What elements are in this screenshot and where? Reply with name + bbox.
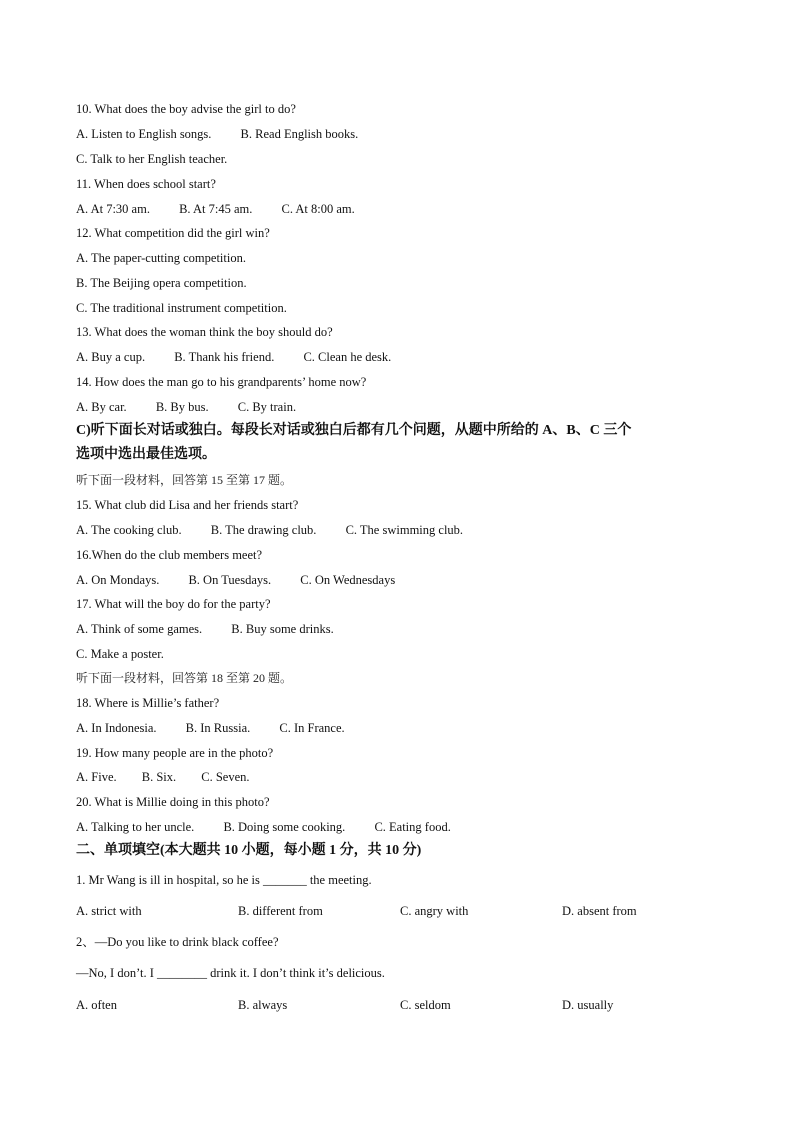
options-10a: [76, 126, 358, 142]
option-a: A. At 7:30 am.: [76, 202, 150, 216]
option-b: B. always: [238, 998, 288, 1012]
option-c: C. Talk to her English teacher.: [76, 152, 228, 166]
options-14: [76, 399, 296, 415]
option-b: B. The Beijing opera competition.: [76, 276, 247, 290]
option-d: D. absent from: [562, 904, 637, 918]
question-16: 16.When do the club members meet?: [76, 548, 263, 562]
option-b: B. Six.: [141, 770, 177, 784]
option-b: B. The drawing club.: [210, 523, 317, 537]
question-13: 13. What does the woman think the boy should do?: [76, 325, 333, 339]
section-c-instruction: C)听下面长对话或独白。每段长对话或独白后都有几个问题，从题中所给的 A、B、C 三个: [76, 423, 632, 438]
option-b: B. Doing some cooking.: [223, 820, 346, 834]
option-a: A. often: [76, 998, 117, 1012]
option-b: B. Thank his friend.: [174, 350, 275, 364]
option-b: B. At 7:45 am.: [179, 202, 253, 216]
question-11: 11. When does school start?: [76, 177, 216, 191]
option-a: A. Five.: [76, 770, 117, 784]
option-c: C. seldom: [400, 998, 451, 1012]
option-c: C. The swimming club.: [345, 523, 464, 537]
option-a: A. On Mondays.: [76, 573, 160, 587]
option-a: A. Think of some games.: [76, 622, 203, 636]
option-b: B. Read English books.: [240, 127, 359, 141]
options-13: [76, 349, 391, 365]
question-2: 2、—Do you like to drink black coffee?: [76, 935, 279, 949]
option-b: B. different from: [238, 904, 323, 918]
question-12: 12. What competition did the girl win?: [76, 226, 270, 240]
options-20: [76, 819, 451, 835]
options-11: [76, 201, 355, 217]
option-c: C. By train.: [237, 400, 297, 414]
option-c: C. The traditional instrument competition.: [76, 301, 287, 315]
question-20: 20. What is Millie doing in this photo?: [76, 795, 270, 809]
question-1: 1. Mr Wang is ill in hospital, so he is _______ the meeting.: [76, 873, 372, 887]
option-a: A. The paper-cutting competition.: [76, 251, 246, 265]
material-note: 听下面一段材料，回答第 18 至第 20 题。: [76, 671, 293, 685]
option-a: A. Listen to English songs.: [76, 127, 212, 141]
option-a: A. By car.: [76, 400, 127, 414]
options-17: [76, 621, 334, 637]
option-b: B. On Tuesdays.: [188, 573, 272, 587]
option-a: A. The cooking club.: [76, 523, 182, 537]
option-d: D. usually: [562, 998, 614, 1012]
option-a: A. Buy a cup.: [76, 350, 146, 364]
option-c: C. At 8:00 am.: [281, 202, 355, 216]
option-c: C. In France.: [279, 721, 345, 735]
section-c-instruction-cont: 选项中选出最佳选项。: [76, 447, 216, 462]
question-2-response: —No, I don’t. I ________ drink it. I don’t think it’s delicious.: [76, 966, 385, 980]
option-a: A. In Indonesia.: [76, 721, 157, 735]
question-17: 17. What will the boy do for the party?: [76, 597, 271, 611]
option-c: C. Eating food.: [374, 820, 451, 834]
section-heading: 二、单项填空(本大题共 10 小题，每小题 1 分，共 10 分): [76, 843, 422, 858]
option-b: B. In Russia.: [185, 721, 251, 735]
options-15: [76, 522, 463, 538]
option-c: C. Make a poster.: [76, 647, 164, 661]
question-15: 15. What club did Lisa and her friends start?: [76, 498, 299, 512]
question-14: 14. How does the man go to his grandparents’ home now?: [76, 375, 367, 389]
option-c: C. angry with: [400, 904, 469, 918]
option-b: B. By bus.: [155, 400, 209, 414]
question-10: 10. What does the boy advise the girl to do?: [76, 102, 296, 116]
option-c: C. Clean he desk.: [303, 350, 392, 364]
question-18: 18. Where is Millie’s father?: [76, 696, 220, 710]
option-a: A. Talking to her uncle.: [76, 820, 195, 834]
option-c: C. Seven.: [201, 770, 250, 784]
question-19: 19. How many people are in the photo?: [76, 746, 274, 760]
option-a: A. strict with: [76, 904, 142, 918]
option-c: C. On Wednesdays: [300, 573, 396, 587]
options-18: [76, 720, 345, 736]
option-b: B. Buy some drinks.: [231, 622, 334, 636]
options-19: [76, 769, 250, 785]
material-note: 听下面一段材料，回答第 15 至第 17 题。: [76, 473, 293, 487]
options-16: [76, 572, 395, 588]
